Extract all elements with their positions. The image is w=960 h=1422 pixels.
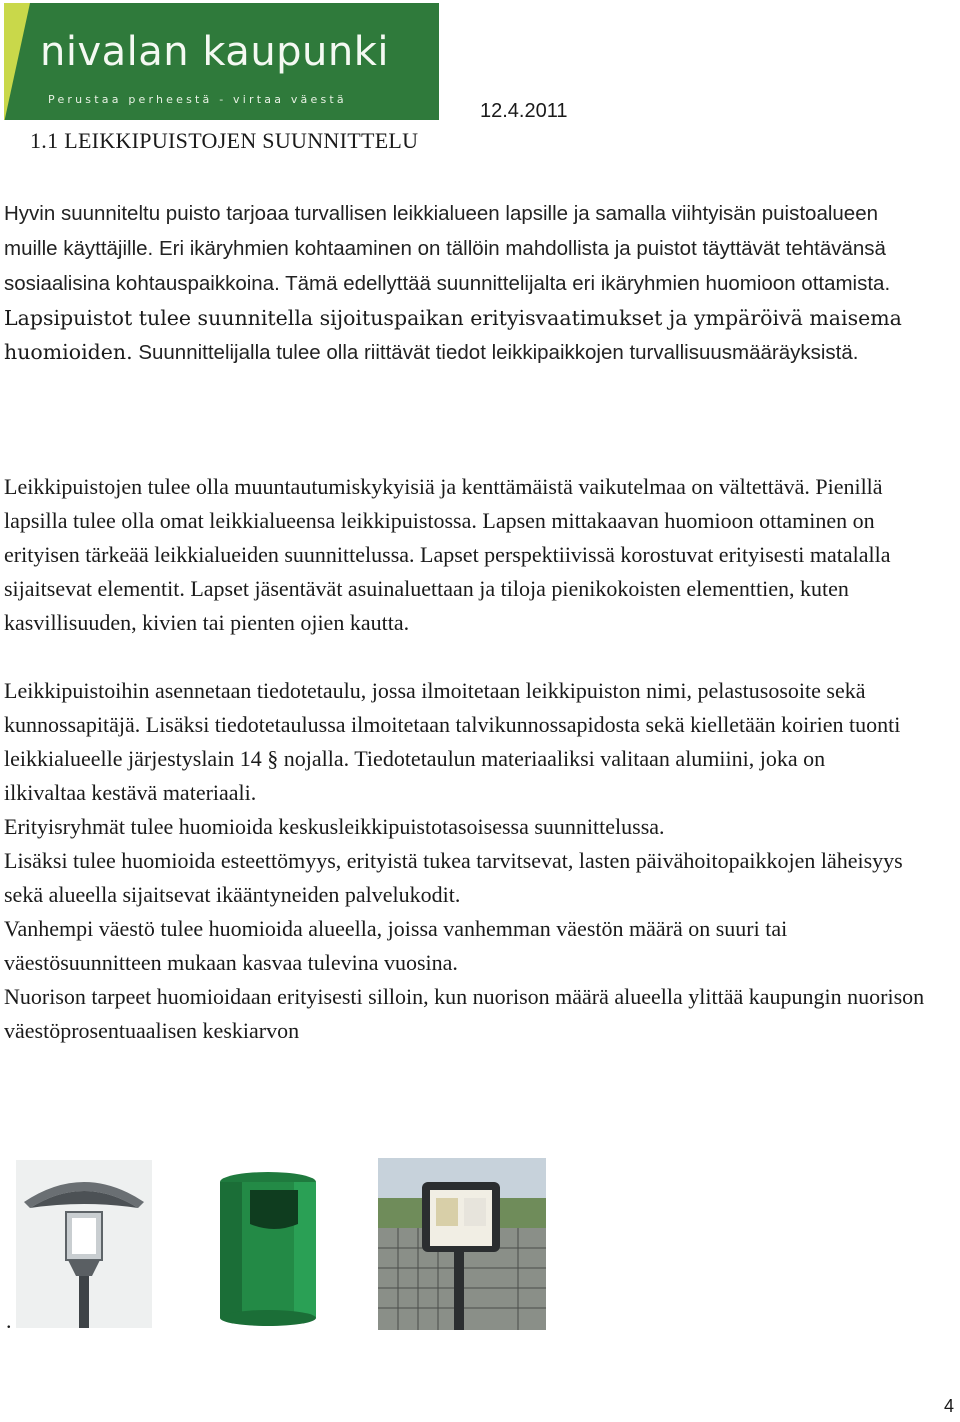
section-heading: 1.1 LEIKKIPUISTOJEN SUUNNITTELU [30,128,419,153]
intro-paragraph [4,196,934,370]
intro-text-1: Hyvin suunniteltu puisto tarjoaa turvallisen leikkialueen lapsille ja samalla viihtyisän puistoalueen muille käyttäjille. Eri ikäryhmien kohtaaminen on tällöin mahdollista ja puistot täyttävät tehtävänsä sosiaalisina kohtauspaikkoina. Tämä edellyttää suunnittelijalta eri ikäryhmien huomioon ottamista. [4,202,891,295]
paragraph-youth: Nuorison tarpeet huomioidaan erityisesti silloin, kun nuorison määrä alueella ylittää kaupungin nuorison väestöprosentuaalisen keskiarvon [4,984,925,1043]
info-board-photo [378,1158,546,1330]
paragraph-special-groups: Erityisryhmät tulee huomioida keskusleikkipuistotasoisessa suunnittelussa. [4,814,665,839]
stray-dot: . [6,1308,12,1333]
logo-accent-shape [4,3,30,120]
page-number: 4 [944,1396,955,1416]
intro-text-2: Lapsipuistot tulee suunnitella sijoituspaikan erityisvaatimukset ja ympäröivä maisema huomioiden. [4,306,902,364]
paragraph-info-board: Leikkipuistoihin asennetaan tiedotetaulu, jossa ilmoitetaan leikkipuiston nimi, pelastusosoite sekä kunnossapitäjä. Lisäksi tiedotetaulussa ilmoitetaan talvikunnossapidosta sekä kielletään koirien tuonti leikkialueelle järjestyslain 14 § nojalla. Tiedotetaulun materiaaliksi valitaan alumiini, joka on [4,678,901,771]
green-trash-bin-photo [210,1168,326,1328]
document-date: 12.4.2011 [480,100,568,122]
paragraph-accessibility: Lisäksi tulee huomioida esteettömyys, erityistä tukea tarvitsevat, lasten päivähoitopaikkojen läheisyys sekä alueella sijaitsevat ikääntyneiden palvelukodit. [4,848,903,907]
paragraph-flexibility: Leikkipuistojen tulee olla muuntautumiskykyisiä ja kenttämäistä vaikutelmaa on vältettävä. Pienillä lapsilla tulee olla omat leikkialueensa leikkipuistossa. Lapsen mittakaavan huomioon ottaminen on erityisen tärkeää leikkialueiden suunnittelussa. Lapset perspektiivissä korostuvat erityisesti matalalla sijaitsevat elementit. Lapset jäsentävät asuinaluettaan ja tiloja pienikokoisten elementtien, kuten kasvillisuuden, kivien tai pienten ojien kautta. [4,474,891,635]
logo-tagline: Perustaa perheestä - virtaa väestä [48,93,347,106]
paragraph-info-board-cont: ilkivaltaa kestävä materiaali. [4,780,257,805]
city-logo [4,3,439,120]
logo-name: nivalan kaupunki [40,29,390,75]
body-text [4,470,944,1048]
intro-text-3: Suunnittelijalla tulee olla riittävät tiedot leikkipaikkojen turvallisuusmääräyksistä. [132,341,859,364]
paragraph-elderly: Vanhempi väestö tulee huomioida alueella, joissa vanhemman väestön määrä on suuri tai väestösuunnitteen mukaan kasvaa tulevina vuosina. [4,916,788,975]
street-lamp-photo [16,1160,152,1328]
